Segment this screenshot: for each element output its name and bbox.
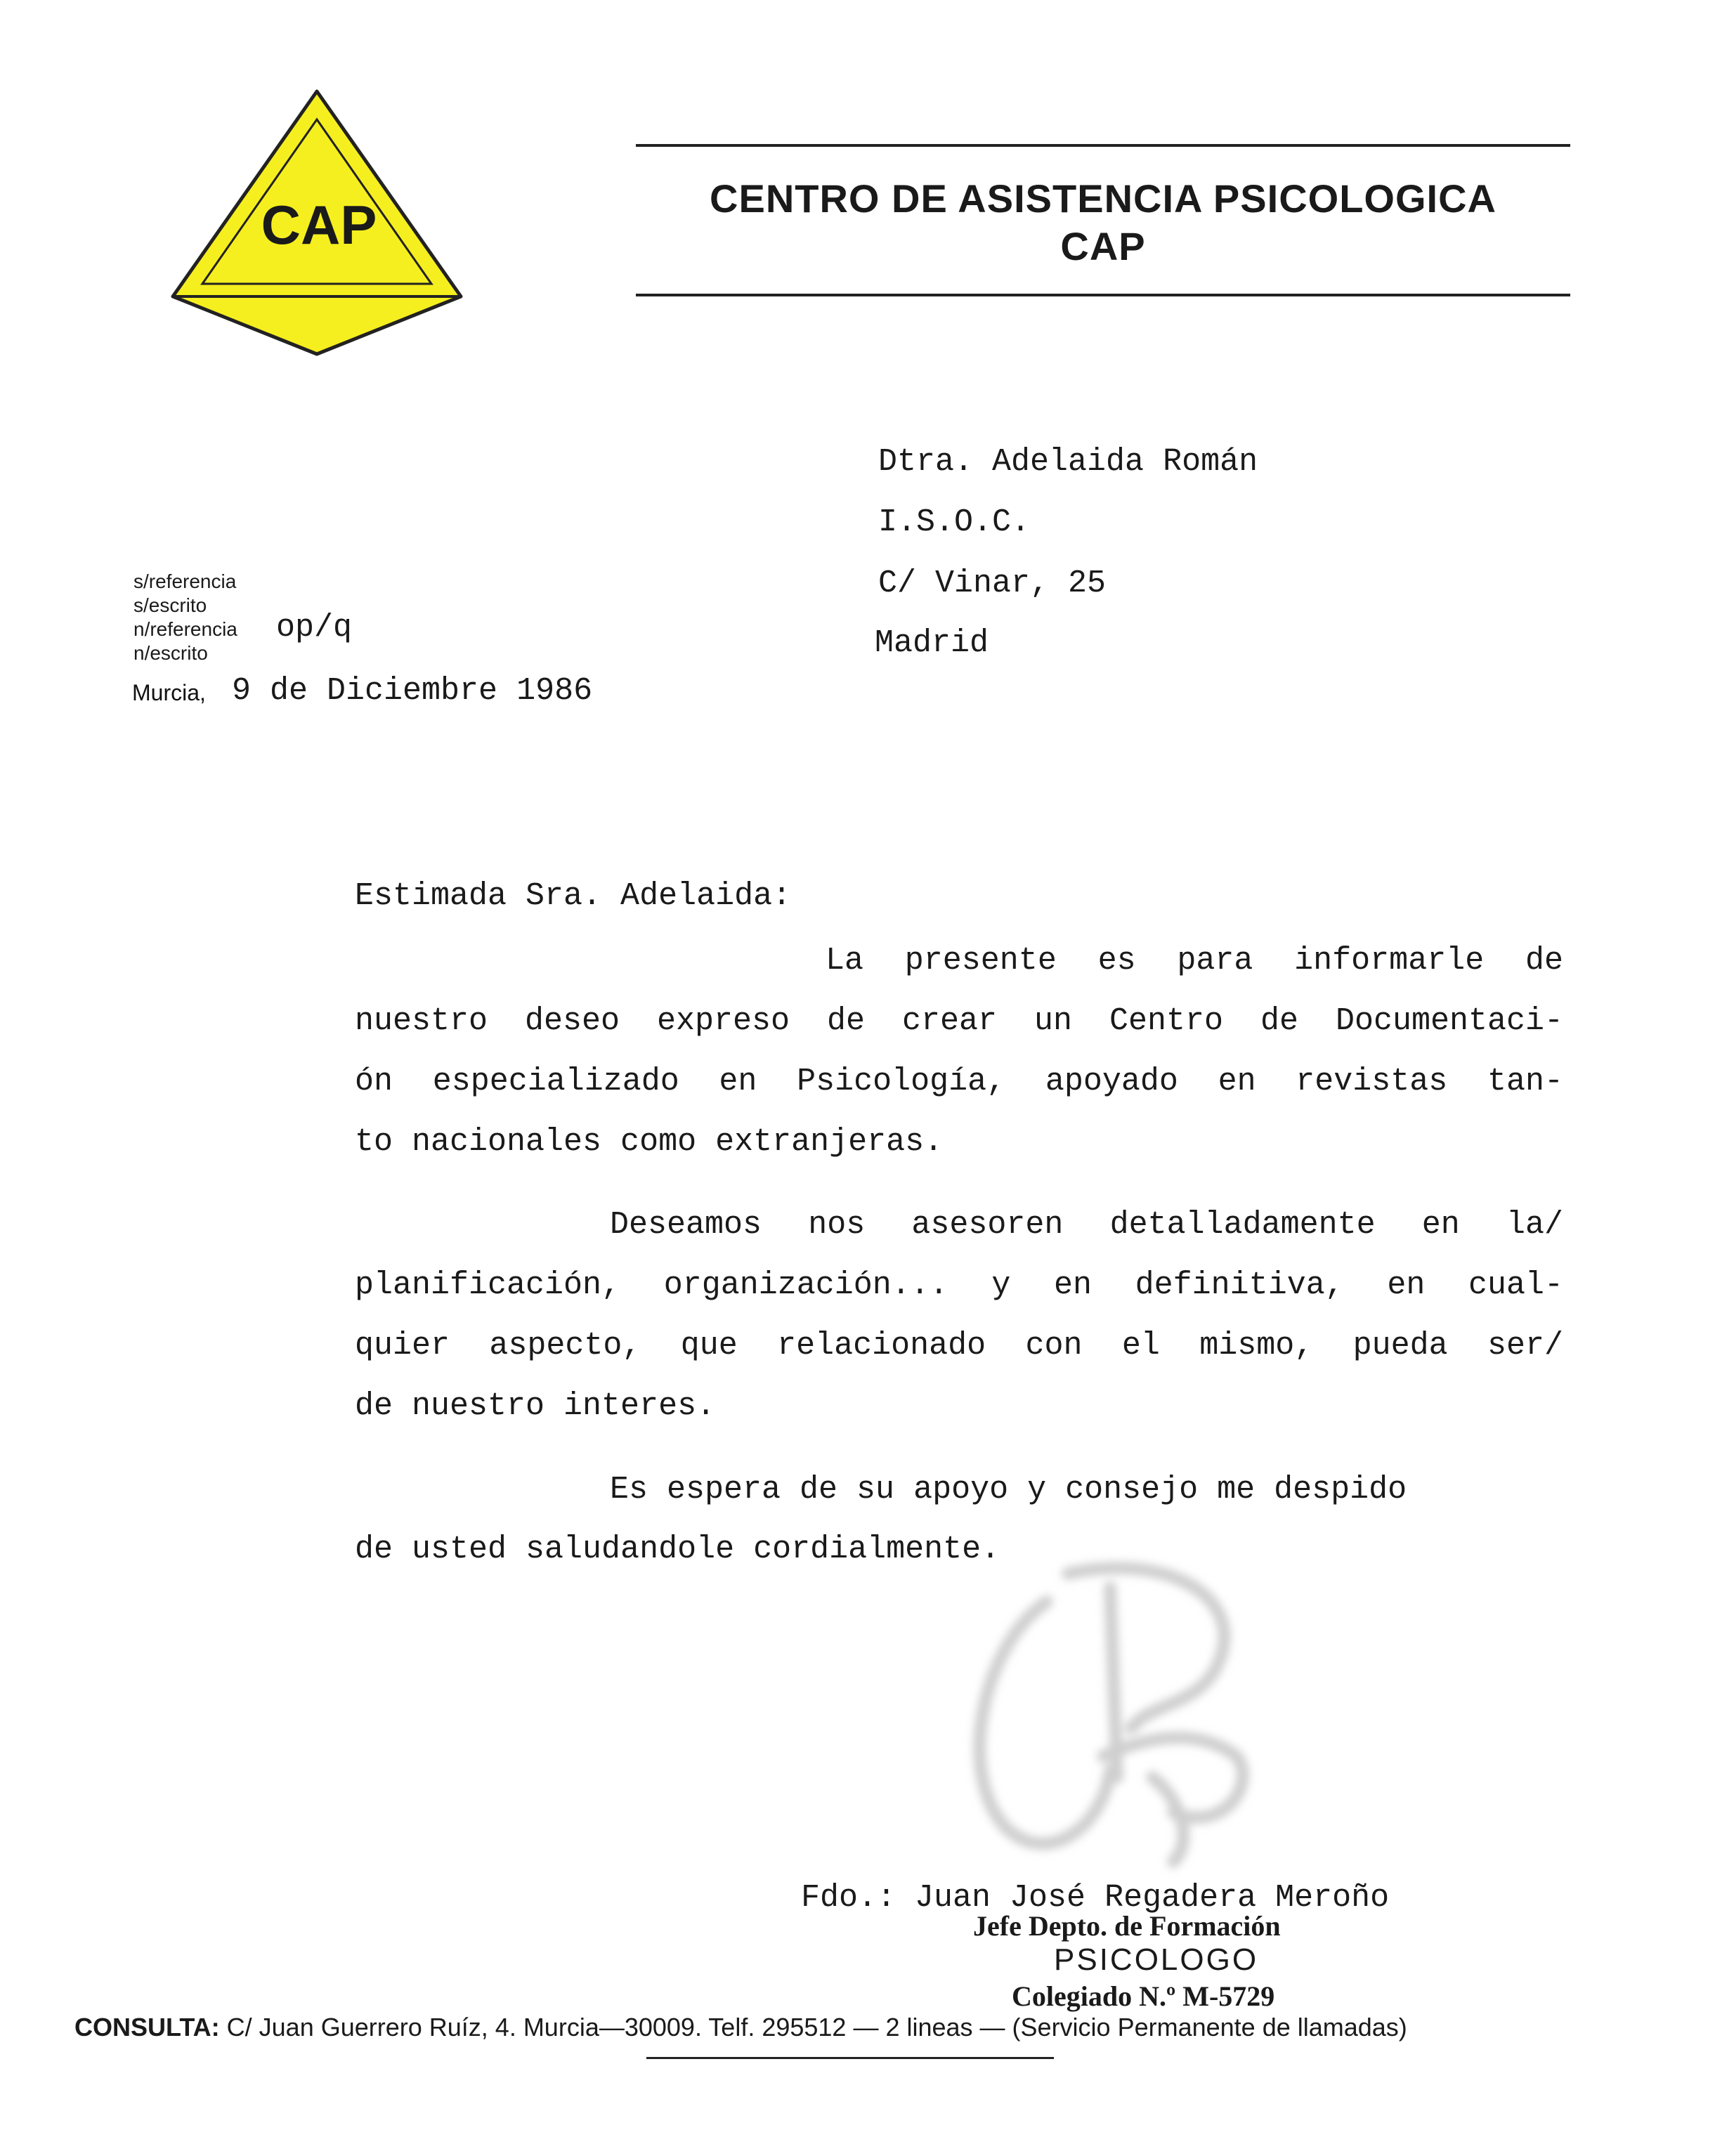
recipient-name: Dtra. Adelaida Román — [878, 444, 1258, 480]
signer-profession: PSICOLOGO — [1054, 1942, 1259, 1977]
s-referencia-label: s/referencia — [133, 570, 237, 592]
date-city-label: Murcia, — [132, 680, 206, 705]
organization-acronym: CAP — [1060, 224, 1146, 268]
s-escrito-label: s/escrito — [133, 594, 207, 616]
recipient-city: Madrid — [875, 625, 989, 661]
footer-contact — [74, 2013, 1407, 2042]
recipient-street: C/ Vinar, 25 — [878, 566, 1107, 601]
header-rule-top — [636, 144, 1570, 147]
salutation: Estimada Sra. Adelaida: — [355, 878, 792, 914]
footer-text: C/ Juan Guerrero Ruíz, 4. Murcia—30009. Telf. 295512 — 2 lineas — (Servicio Permanente de llamadas) — [219, 2013, 1407, 2041]
recipient-organization: I.S.O.C. — [878, 504, 1031, 540]
paragraph-1-line-2: nuestro deseo expreso de crear un Centro de Documentaci- — [355, 1003, 1563, 1039]
letter-date: 9 de Diciembre 1986 — [232, 673, 593, 709]
paragraph-1-line-4: to nacionales como extranjeras. — [355, 1124, 944, 1160]
signer-title: Jefe Depto. de Formación — [973, 1910, 1281, 1942]
paragraph-1-line-1: La presente es para informarle de — [826, 943, 1563, 979]
organization-name: CENTRO DE ASISTENCIA PSICOLOGICA — [710, 176, 1496, 221]
paragraph-2-line-3: quier aspecto, que relacionado con el mismo, pueda ser/ — [355, 1328, 1563, 1364]
paragraph-1-line-3: ón especializado en Psicología, apoyado en revistas tan- — [355, 1064, 1563, 1099]
n-referencia-label: n/referencia — [133, 618, 237, 640]
header-rule-bottom — [636, 294, 1570, 296]
paragraph-2-line-2: planificación, organización... y en definitiva, en cual- — [355, 1267, 1563, 1303]
paragraph-2-line-1: Deseamos nos asesoren detalladamente en la/ — [610, 1207, 1563, 1243]
logo-text: CAP — [261, 194, 377, 256]
signer-college-number: Colegiado N.º M-5729 — [1012, 1980, 1275, 2012]
signed-by: Fdo.: Juan José Regadera Meroño — [801, 1880, 1390, 1916]
handwritten-signature — [941, 1546, 1286, 1883]
n-escrito-label: n/escrito — [133, 642, 208, 664]
paragraph-3-line-1: Es espera de su apoyo y consejo me despido — [610, 1472, 1407, 1508]
cap-logo — [166, 86, 468, 360]
paragraph-3-line-2: de usted saludandole cordialmente. — [355, 1531, 1000, 1567]
footer-rule — [646, 2057, 1054, 2059]
n-referencia-value: op/q — [276, 610, 353, 646]
footer-label: CONSULTA: — [74, 2013, 220, 2041]
paragraph-2-line-4: de nuestro interes. — [355, 1388, 716, 1424]
